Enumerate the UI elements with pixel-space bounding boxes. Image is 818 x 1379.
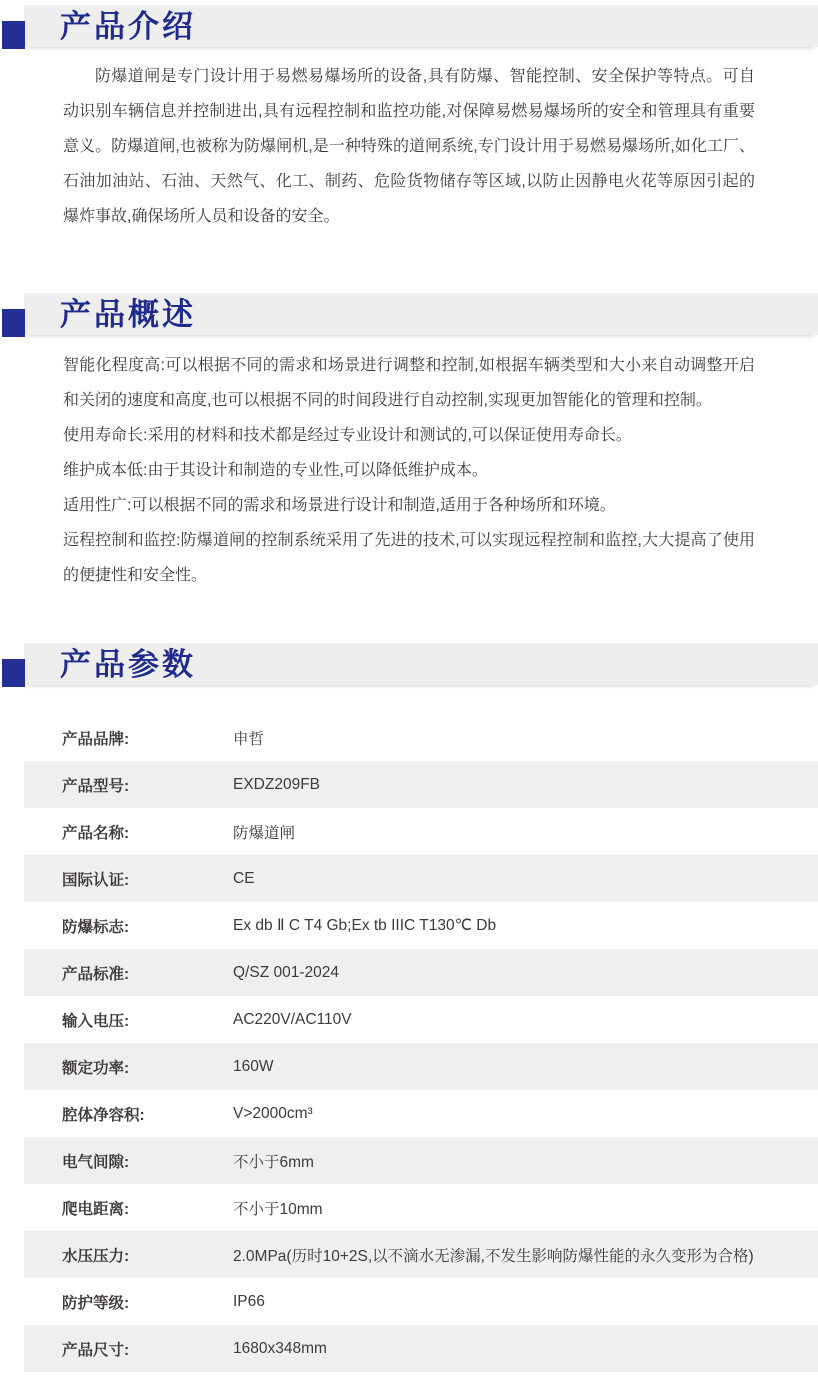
param-value: 申哲 <box>233 730 265 748</box>
table-row <box>0 761 818 808</box>
param-label: 防护等级: <box>62 1294 130 1312</box>
section-params <box>0 643 818 1372</box>
overview-list <box>63 348 755 593</box>
param-value: 不小于10mm <box>233 1200 323 1218</box>
param-value: CE <box>233 869 255 887</box>
table-row <box>0 949 818 996</box>
param-value: 1680x348mm <box>233 1339 327 1357</box>
param-label: 电气间隙: <box>62 1153 130 1171</box>
overview-item: 使用寿命长:采用的材料和技术都是经过专业设计和测试的,可以保证使用寿命长。 <box>63 427 632 444</box>
param-value: AC220V/AC110V <box>233 1010 352 1028</box>
section-overview-title: 产品概述 <box>60 297 196 332</box>
overview-item: 维护成本低:由于其设计和制造的专业性,可以降低维护成本。 <box>63 462 488 479</box>
intro-paragraph: 防爆道闸是专门设计用于易燃易爆场所的设备,具有防爆、智能控制、安全保护等特点。可自动识别车辆信息并控制进出,具有远程控制和监控功能,对保障易燃易爆场所的安全和管理具有重要意义。防爆道闸,也被称为防爆闸机,是一种特殊的道闸系统,专门设计用于易燃易爆场所,如化工厂、石油加油站、石油、天然气、化工、制药、危险货物储存等区域,以防止因静电火花等原因引起的爆炸事故,确保场所人员和设备的安全。 <box>63 68 755 225</box>
accent-square-icon <box>2 309 25 337</box>
param-label: 产品名称: <box>62 824 130 842</box>
overview-item: 远程控制和监控:防爆道闸的控制系统采用了先进的技术,可以实现远程控制和监控,大大提高了使用的便捷性和安全性。 <box>63 532 755 584</box>
section-intro-title: 产品介绍 <box>60 9 196 44</box>
accent-square-icon <box>2 21 25 49</box>
param-value: 160W <box>233 1057 274 1075</box>
param-label: 产品品牌: <box>62 730 130 748</box>
table-row <box>0 1090 818 1137</box>
table-row <box>0 1043 818 1090</box>
table-row <box>0 1184 818 1231</box>
section-params-title: 产品参数 <box>60 647 196 682</box>
table-row <box>0 996 818 1043</box>
table-row <box>0 855 818 902</box>
param-value: Q/SZ 001-2024 <box>233 963 339 981</box>
accent-square-icon <box>2 659 25 687</box>
overview-item: 智能化程度高:可以根据不同的需求和场景进行调整和控制,如根据车辆类型和大小来自动调整开启和关闭的速度和高度,也可以根据不同的时间段进行自动控制,实现更加智能化的管理和控制。 <box>63 357 755 409</box>
param-label: 腔体净容积: <box>62 1106 145 1124</box>
param-value: 2.0MPa(历时10+2S,以不滴水无渗漏,不发生影响防爆性能的永久变形为合格) <box>233 1247 754 1265</box>
param-label: 防爆标志: <box>62 918 130 936</box>
param-label: 爬电距离: <box>62 1200 130 1218</box>
param-label: 国际认证: <box>62 871 130 889</box>
param-label: 产品标准: <box>62 965 130 983</box>
param-label: 产品型号: <box>62 777 130 795</box>
param-label: 水压压力: <box>62 1247 130 1265</box>
table-row <box>0 1231 818 1278</box>
table-row <box>0 1325 818 1372</box>
table-row <box>0 808 818 855</box>
param-value: IP66 <box>233 1292 265 1310</box>
section-overview <box>0 293 818 593</box>
section-params-header <box>0 643 818 685</box>
params-table <box>0 714 818 1372</box>
param-label: 输入电压: <box>62 1012 130 1030</box>
param-value: 不小于6mm <box>233 1153 314 1171</box>
param-value: Ex db Ⅱ C T4 Gb;Ex tb IIIC T130℃ Db <box>233 917 497 934</box>
table-row <box>0 902 818 949</box>
table-row <box>0 714 818 761</box>
section-overview-header <box>0 293 818 335</box>
param-label: 产品尺寸: <box>62 1341 130 1359</box>
table-row <box>0 1278 818 1325</box>
param-value: EXDZ209FB <box>233 775 321 793</box>
param-value: 防爆道闸 <box>233 824 296 842</box>
table-row <box>0 1137 818 1184</box>
section-intro <box>0 5 818 234</box>
param-value: V>2000cm³ <box>233 1104 313 1122</box>
overview-item: 适用性广:可以根据不同的需求和场景进行设计和制造,适用于各种场所和环境。 <box>63 497 616 514</box>
param-label: 额定功率: <box>62 1059 130 1077</box>
section-intro-header <box>0 5 818 47</box>
